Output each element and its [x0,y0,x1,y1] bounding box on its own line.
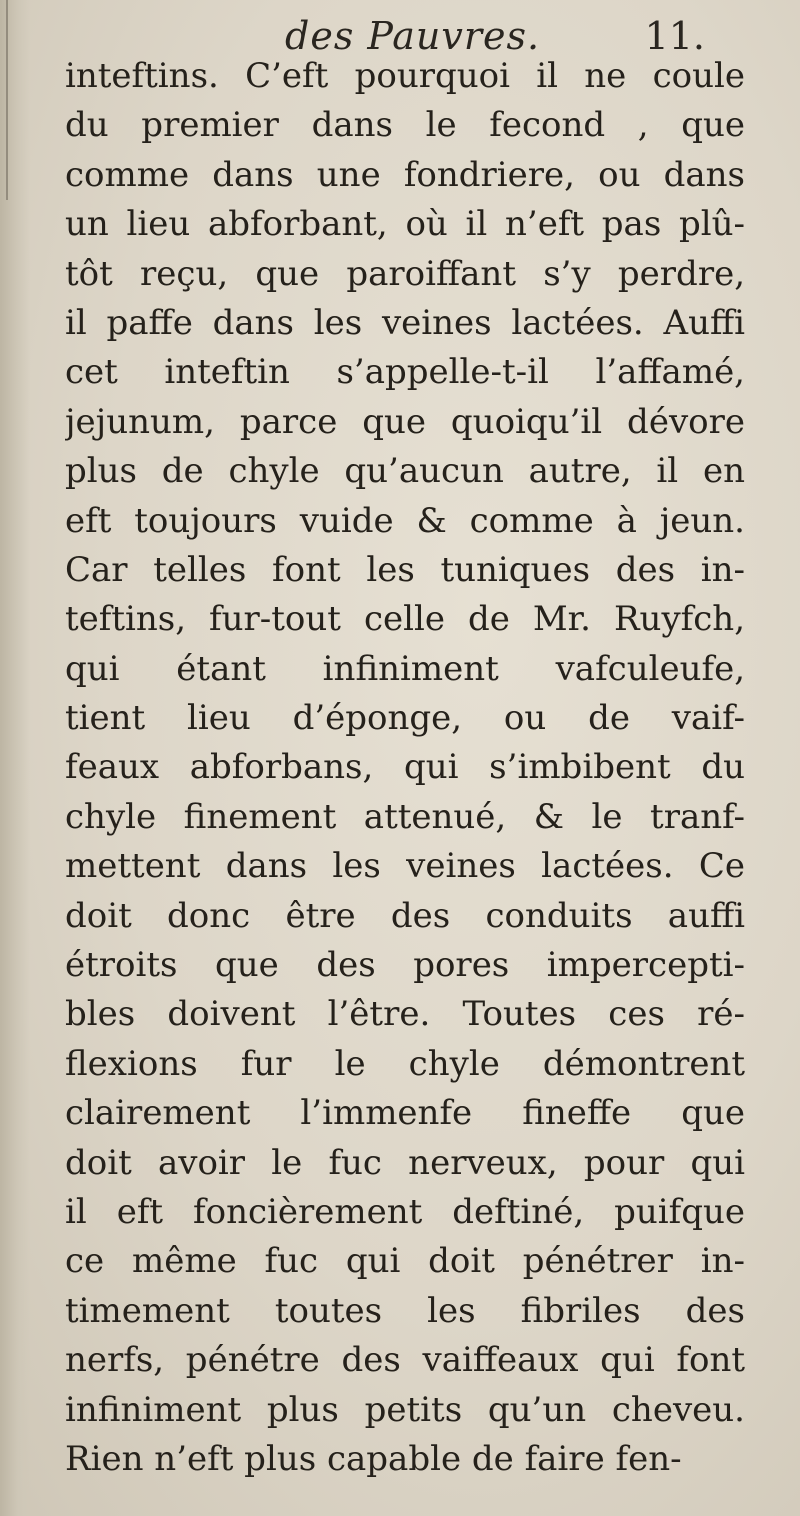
page-number: 11. [644,14,705,58]
page-gutter-shadow [0,0,30,1516]
text-line: flexions fur le chyle démontrent [65,1043,745,1084]
text-line: Rien n’eft plus capable de faire fen- [65,1438,682,1479]
text-line: inteftins. C’eft pourquoi il ne coule [65,56,745,96]
text-line: plus de chyle qu’aucun autre, il en [65,451,745,492]
text-line: étroits que des pores impercepti- [65,945,745,986]
text-line: il paffe dans les veines lactées. Auffi [65,302,745,343]
text-line: du premier dans le fecond , que [65,105,745,146]
text-line: Car telles font les tuniques des in- [65,549,745,590]
text-line: timement toutes les fibriles des [65,1290,745,1331]
body-text [65,52,745,1484]
text-line: cet inteftin s’appelle-t-il l’affamé, [65,352,745,393]
text-line: doit avoir le fuc nerveux, pour qui [65,1142,745,1183]
running-title: des Pauvres. [285,14,541,58]
text-line: tient lieu d’éponge, ou de vaif- [65,698,745,739]
gutter-edge-line [6,0,8,200]
text-line: bles doivent l’être. Toutes ces ré- [65,994,745,1035]
text-line: un lieu abforbant, où il n’eft pas plû- [65,204,745,245]
text-line: ce même fuc qui doit pénétrer in- [65,1241,745,1282]
text-line: qui étant infiniment vafculeufe, [65,648,745,689]
text-line: mettent dans les veines lactées. Ce [65,846,745,887]
text-line: doit donc être des conduits auffi [65,895,745,936]
text-line: il eft foncièrement deftiné, puifque [65,1191,745,1232]
text-line: chyle finement attenué, & le tranf- [65,796,745,837]
text-line: eft toujours vuide & comme à jeun. [65,500,745,541]
text-line: jejunum, parce que quoiqu’il dévore [65,401,745,442]
text-line: tôt reçu, que paroiffant s’y perdre, [65,253,745,294]
text-line: clairement l’immenfe fineffe que [65,1093,745,1134]
text-line: teftins, fur-tout celle de Mr. Ruyfch, [65,599,745,640]
text-line: nerfs, pénétre des vaiffeaux qui font [65,1340,745,1381]
text-line: infiniment plus petits qu’un cheveu. [65,1389,745,1430]
text-line: comme dans une fondriere, ou dans [65,154,745,195]
text-line: feaux abforbans, qui s’imbibent du [65,747,745,788]
